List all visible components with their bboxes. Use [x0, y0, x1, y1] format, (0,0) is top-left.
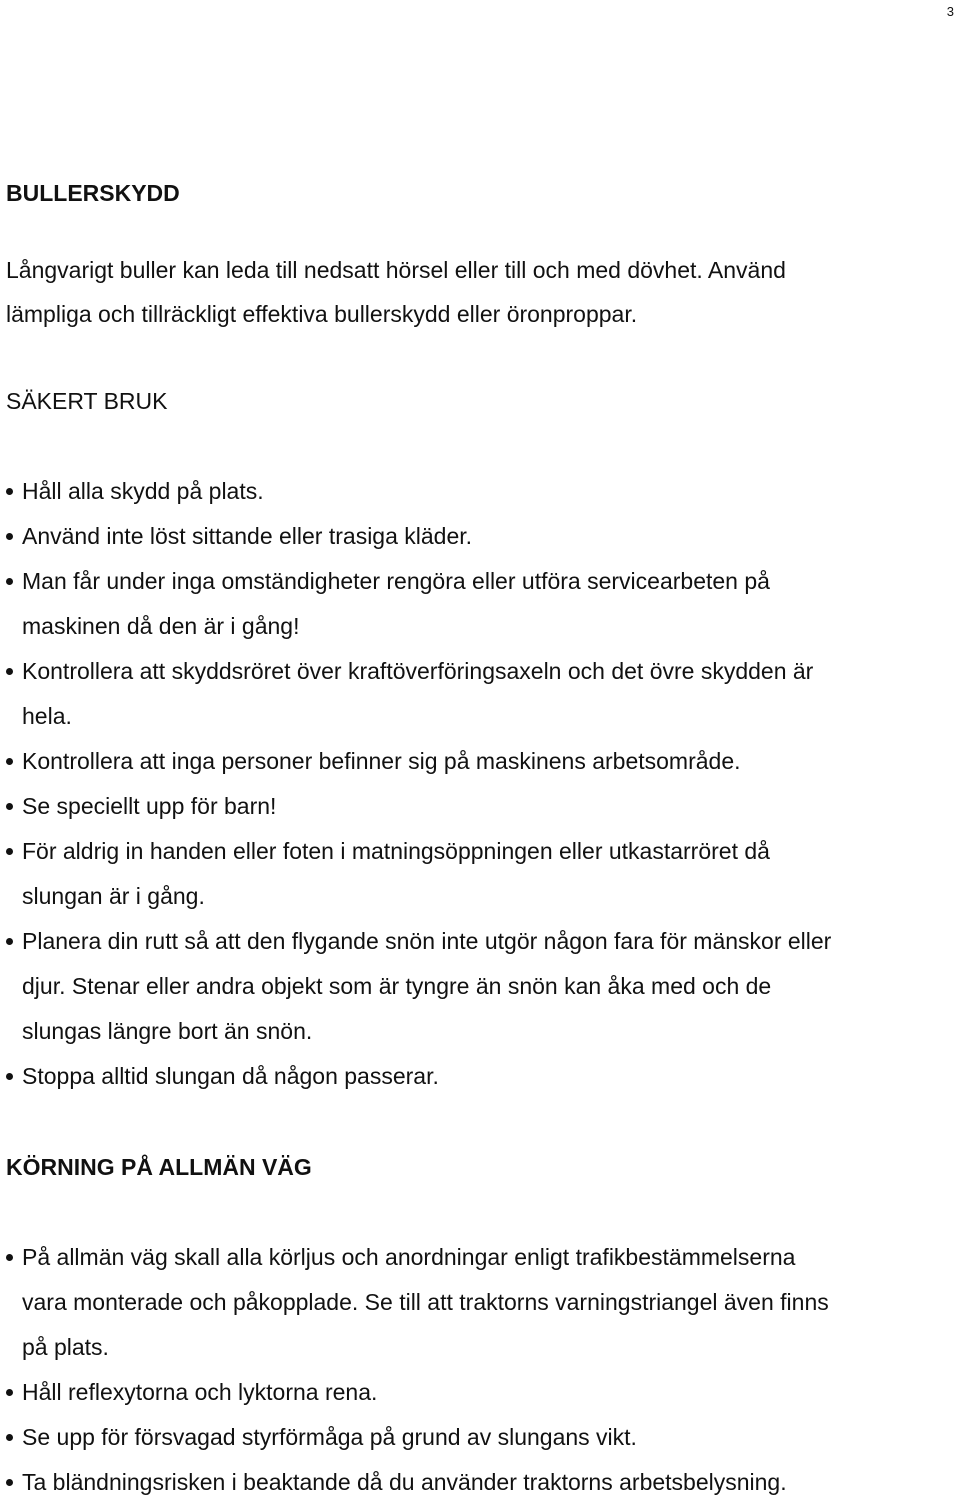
bullet-icon	[6, 938, 13, 945]
list-item-text: Se speciellt upp för barn!	[22, 793, 277, 819]
list-item-text: slungan är i gång.	[22, 883, 205, 909]
bullet-icon	[6, 848, 13, 855]
section-title-bullerskydd: BULLERSKYDD	[6, 180, 180, 206]
list-item	[6, 559, 940, 649]
list-item-text: Stoppa alltid slungan då någon passerar.	[22, 1063, 439, 1089]
list-item-text: vara monterade och påkopplade. Se till att traktorns varningstriangel även finns	[22, 1289, 829, 1315]
list-item	[6, 919, 940, 1054]
list-item-text: Använd inte löst sittande eller trasiga kläder.	[22, 523, 473, 549]
paragraph-line: Långvarigt buller kan leda till nedsatt hörsel eller till och med dövhet. Använd	[6, 257, 786, 283]
bullet-icon	[6, 1479, 13, 1486]
korning-list	[6, 1235, 940, 1505]
list-item-text: Man får under inga omständigheter rengöra eller utföra servicearbeten på	[22, 568, 770, 594]
list-item	[6, 784, 940, 829]
bullet-icon	[6, 803, 13, 810]
list-item	[6, 649, 940, 739]
list-item-text: Planera din rutt så att den flygande snön inte utgör någon fara för mänskor eller	[22, 928, 832, 954]
bullet-icon	[6, 1254, 13, 1261]
section-bullerskydd	[6, 178, 940, 208]
list-item-text: Kontrollera att skyddsröret över kraftöverföringsaxeln och det övre skydden är	[22, 658, 814, 684]
bullerskydd-paragraph	[6, 248, 940, 336]
bullet-icon	[6, 1073, 13, 1080]
bullet-icon	[6, 1434, 13, 1441]
paragraph-line: lämpliga och tillräckligt effektiva bullerskydd eller öronproppar.	[6, 301, 638, 327]
list-item-text: Se upp för försvagad styrförmåga på grund av slungans vikt.	[22, 1424, 637, 1450]
sakert-bruk-list-wrapper	[6, 469, 940, 1099]
list-item-text: slungas längre bort än snön.	[22, 1018, 313, 1044]
list-item-text: Håll alla skydd på plats.	[22, 478, 264, 504]
list-item-text: maskinen då den är i gång!	[22, 613, 300, 639]
section-korning	[6, 1152, 940, 1182]
bullet-icon	[6, 488, 13, 495]
list-item	[6, 739, 940, 784]
sakert-bruk-list	[6, 469, 940, 1099]
korning-list-wrapper	[6, 1235, 940, 1505]
list-item	[6, 1235, 940, 1370]
list-item	[6, 1054, 940, 1099]
bullet-icon	[6, 758, 13, 765]
section-sakert-bruk	[6, 386, 940, 416]
section-title-korning: KÖRNING PÅ ALLMÄN VÄG	[6, 1154, 312, 1180]
list-item-text: Ta bländningsrisken i beaktande då du använder traktorns arbetsbelysning.	[22, 1469, 787, 1495]
list-item	[6, 514, 940, 559]
section-title-sakert-bruk: SÄKERT BRUK	[6, 388, 168, 414]
list-item	[6, 1460, 940, 1505]
bullet-icon	[6, 533, 13, 540]
page-number: 3	[946, 4, 954, 19]
list-item-text: På allmän väg skall alla körljus och anordningar enligt trafikbestämmelserna	[22, 1244, 796, 1270]
bullet-icon	[6, 668, 13, 675]
bullet-icon	[6, 578, 13, 585]
bullet-icon	[6, 1389, 13, 1396]
list-item-text: hela.	[22, 703, 72, 729]
list-item	[6, 829, 940, 919]
list-item	[6, 1370, 940, 1415]
list-item	[6, 1415, 940, 1460]
list-item-text: på plats.	[22, 1334, 109, 1360]
list-item-text: Kontrollera att inga personer befinner sig på maskinens arbetsområde.	[22, 748, 741, 774]
list-item-text: Håll reflexytorna och lyktorna rena.	[22, 1379, 378, 1405]
list-item	[6, 469, 940, 514]
list-item-text: För aldrig in handen eller foten i matningsöppningen eller utkastarröret då	[22, 838, 770, 864]
list-item-text: djur. Stenar eller andra objekt som är tyngre än snön kan åka med och de	[22, 973, 772, 999]
